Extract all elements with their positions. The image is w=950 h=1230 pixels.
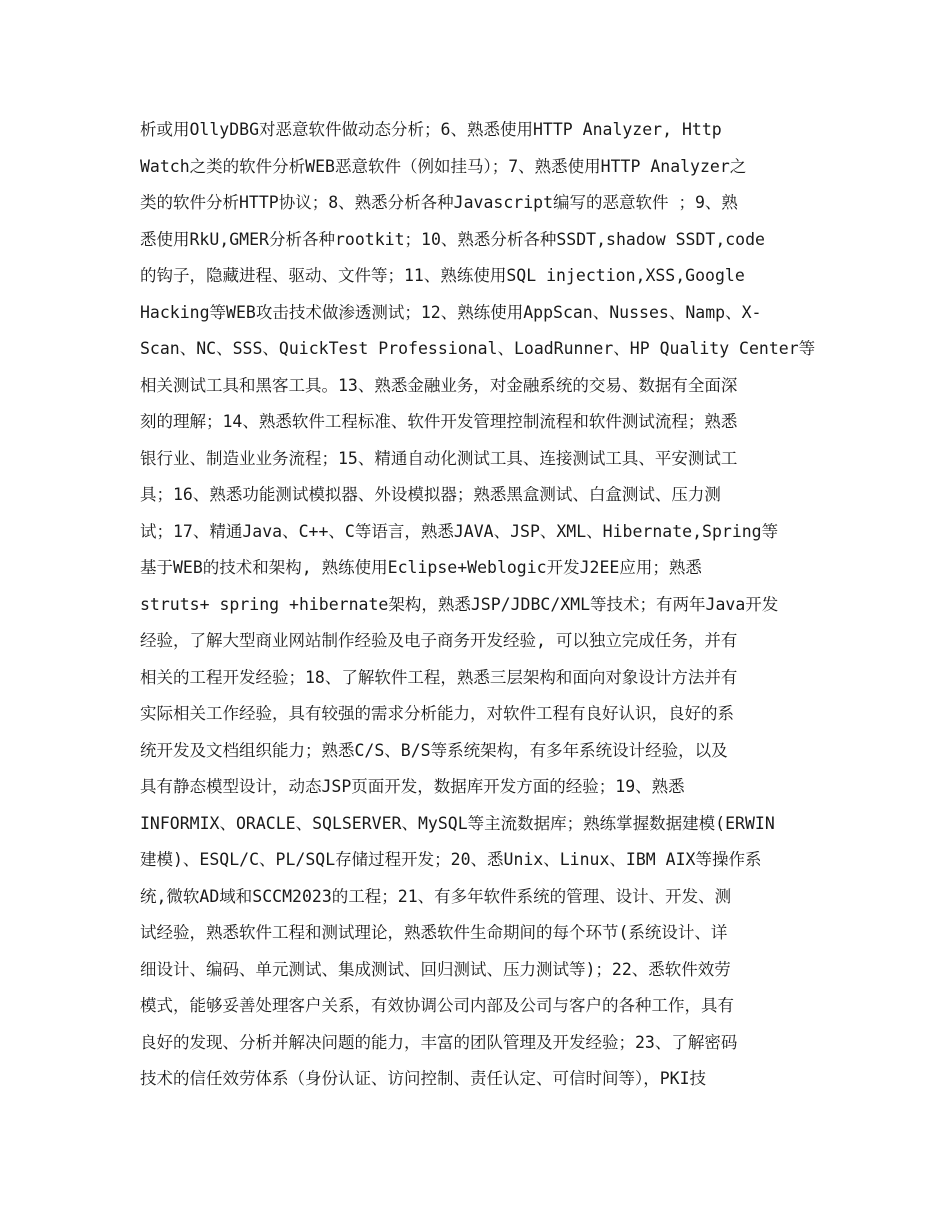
text-line: struts+ spring +hibernate架构，熟悉JSP/JDBC/XML等技术；有两年Java开发 — [140, 594, 779, 614]
text-line: 模式，能够妥善处理客户关系，有效协调公司内部及公司与客户的各种工作，具有 — [140, 996, 734, 1015]
text-line: 悉使用RkU,GMER分析各种rootkit；10、熟悉分析各种SSDT,shadow SSDT,code — [140, 229, 765, 249]
text-line: Scan、NC、SSS、QuickTest Professional、LoadRunner、HP Quality Center等 — [140, 339, 816, 358]
text-line: 细设计、编码、单元测试、集成测试、回归测试、压力测试等)；22、悉软件效劳 — [140, 959, 731, 979]
text-line: 具；16、熟悉功能测试模拟器、外设模拟器；熟悉黑盒测试、白盒测试、压力测 — [140, 485, 721, 504]
text-line: 相关测试工具和黑客工具。13、熟悉金融业务，对金融系统的交易、数据有全面深 — [140, 375, 738, 395]
text-line: 刻的理解；14、熟悉软件工程标准、软件开发管理控制流程和软件测试流程；熟悉 — [140, 412, 738, 431]
text-line: 统,微软AD域和SCCM2023的工程；21、有多年软件系统的管理、设计、开发、测 — [140, 886, 732, 906]
text-line: 建模)、ESQL/C、PL/SQL存储过程开发；20、悉Unix、Linux、IBM AIX等操作系 — [140, 850, 762, 869]
text-line: 试；17、精通Java、C++、C等语言，熟悉JAVA、JSP、XML、Hibernate,Spring等 — [140, 521, 779, 541]
text-line: 良好的发现、分析并解决问题的能力，丰富的团队管理及开发经验；23、了解密码 — [140, 1032, 738, 1052]
text-line: 具有静态模型设计，动态JSP页面开发，数据库开发方面的经验；19、熟悉 — [140, 777, 685, 796]
text-line: 相关的工程开发经验；18、了解软件工程，熟悉三层架构和面向对象设计方法并有 — [140, 667, 738, 687]
text-line: 银行业、制造业业务流程；15、精通自动化测试工具、连接测试工具、平安测试工 — [140, 448, 738, 468]
text-line: INFORMIX、ORACLE、SQLSERVER、MySQL等主流数据库；熟练掌握数据建模(ERWIN — [140, 813, 775, 833]
document-body — [140, 112, 820, 1098]
text-line: Hacking等WEB攻击技术做渗透测试；12、熟练使用AppScan、Nusses、Namp、X- — [140, 302, 762, 322]
text-line: 统开发及文档组织能力；熟悉C/S、B/S等系统架构，有多年系统设计经验，以及 — [140, 740, 728, 760]
text-line: Watch之类的软件分析WEB恶意软件（例如挂马）；7、熟悉使用HTTP Analyzer之 — [140, 156, 747, 176]
text-line: 析或用OllyDBG对恶意软件做动态分析；6、熟悉使用HTTP Analyzer, Http — [140, 120, 722, 139]
text-line: 的钩子，隐藏进程、驱动、文件等；11、熟练使用SQL injection,XSS,Google — [140, 266, 745, 285]
text-line: 类的软件分析HTTP协议；8、熟悉分析各种Javascript编写的恶意软件 ；9、熟 — [140, 193, 738, 212]
text-line: 技术的信任效劳体系（身份认证、访问控制、责任认定、可信时间等），PKI技 — [140, 1069, 707, 1088]
text-line: 试经验，熟悉软件工程和测试理论，熟悉软件生命期间的每个环节(系统设计、详 — [140, 923, 728, 942]
text-line: 基于WEB的技术和架构, 熟练使用Eclipse+Weblogic开发J2EE应用；熟悉 — [140, 558, 702, 577]
text-line: 实际相关工作经验，具有较强的需求分析能力，对软件工程有良好认识，良好的系 — [140, 704, 734, 723]
text-line: 经验，了解大型商业网站制作经验及电子商务开发经验, 可以独立完成任务，并有 — [140, 631, 738, 650]
